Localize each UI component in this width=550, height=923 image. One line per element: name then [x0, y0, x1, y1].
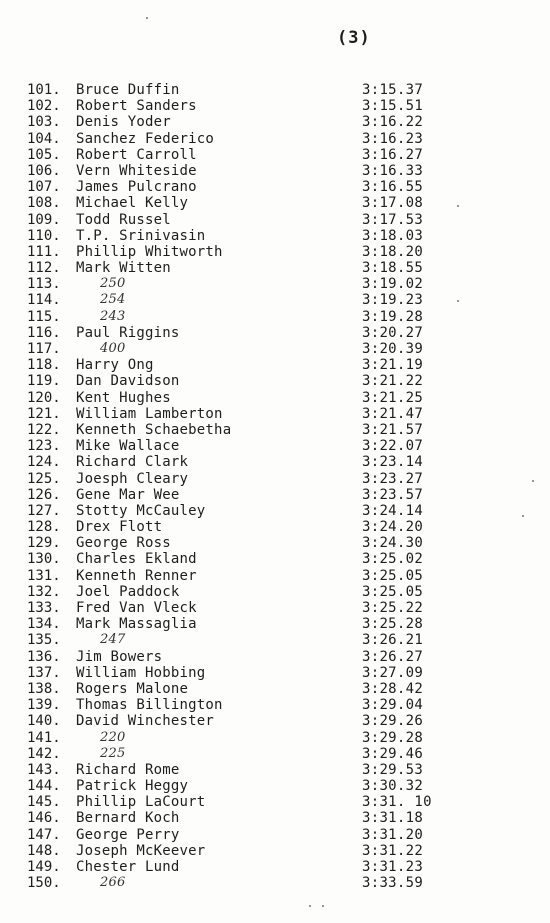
runner-name: William Hobbing [76, 664, 206, 681]
result-row [0, 632, 550, 648]
finish-time: 3:18.03 [362, 227, 424, 244]
runner-name: Thomas Billington [76, 697, 223, 714]
handwritten-bib-number: 400 [100, 341, 126, 356]
finish-place: 121. [27, 405, 61, 422]
finish-time: 3:16.23 [362, 130, 424, 147]
finish-place: 140. [27, 713, 61, 730]
finish-time: 3:31. 10 [362, 794, 432, 811]
scan-speck [522, 515, 524, 517]
finish-place: 110. [27, 227, 61, 244]
finish-time: 3:17.08 [362, 195, 424, 212]
runner-name: T.P. Srinivasin [76, 227, 206, 244]
finish-place: 113. [27, 276, 61, 293]
result-row [0, 244, 550, 260]
finish-place: 111. [27, 243, 61, 260]
finish-time: 3:16.27 [362, 146, 424, 163]
runner-name: Joel Paddock [76, 583, 180, 600]
runner-name: Jim Bowers [76, 648, 163, 665]
finish-place: 108. [27, 195, 61, 212]
finish-time: 3:15.51 [362, 98, 424, 115]
finish-place: 125. [27, 470, 61, 487]
result-row [0, 260, 550, 276]
result-row [0, 341, 550, 357]
finish-time: 3:30.32 [362, 778, 424, 795]
finish-time: 3:31.20 [362, 826, 424, 843]
runner-name: Patrick Heggy [76, 778, 189, 795]
runner-name: James Pulcrano [76, 179, 197, 196]
finish-time: 3:20.27 [362, 324, 424, 341]
finish-time: 3:22.07 [362, 438, 424, 455]
finish-time: 3:23.14 [362, 454, 424, 471]
finish-place: 119. [27, 373, 61, 390]
finish-place: 101. [27, 82, 61, 98]
finish-time: 3:19.02 [362, 276, 424, 293]
finish-time: 3:24.20 [362, 519, 424, 536]
runner-name: Joseph McKeever [76, 842, 206, 859]
result-row [0, 681, 550, 697]
finish-place: 128. [27, 519, 61, 536]
finish-time: 3:25.02 [362, 551, 424, 568]
result-row [0, 827, 550, 843]
finish-place: 150. [27, 875, 61, 892]
result-row [0, 325, 550, 341]
handwritten-bib-number: 250 [100, 276, 126, 292]
result-row [0, 454, 550, 470]
finish-time: 3:26.27 [362, 648, 424, 665]
finish-place: 138. [27, 680, 61, 697]
result-row [0, 179, 550, 195]
finish-time: 3:29.28 [362, 729, 424, 746]
scan-speck [532, 480, 534, 482]
runner-name: Kenneth Schaebetha [76, 421, 232, 438]
result-row [0, 730, 550, 746]
finish-place: 134. [27, 616, 61, 633]
finish-place: 145. [27, 794, 61, 811]
runner-name: Paul Riggins [76, 324, 180, 341]
runner-name: George Ross [76, 535, 171, 552]
result-row [0, 276, 550, 292]
runner-name: Chester Lund [76, 859, 180, 875]
finish-place: 126. [27, 486, 61, 503]
finish-place: 148. [27, 842, 61, 859]
finish-place: 143. [27, 761, 61, 778]
finish-place: 133. [27, 600, 61, 616]
finish-time: 3:26.21 [362, 632, 424, 649]
finish-place: 137. [27, 664, 61, 681]
scan-speck [457, 300, 459, 302]
finish-time: 3:33.59 [362, 875, 424, 892]
finish-time: 3:18.20 [362, 243, 424, 260]
finish-time: 3:21.57 [362, 421, 424, 438]
result-row [0, 82, 550, 98]
finish-time: 3:18.55 [362, 260, 424, 277]
runner-name: Phillip LaCourt [76, 794, 206, 811]
result-row [0, 422, 550, 438]
results-list [0, 82, 550, 891]
result-row [0, 147, 550, 163]
runner-name: Richard Clark [76, 454, 189, 471]
runner-name: Richard Rome [76, 761, 180, 778]
result-row [0, 487, 550, 503]
finish-place: 142. [27, 745, 61, 762]
handwritten-bib-number: 243 [100, 308, 126, 324]
finish-place: 146. [27, 810, 61, 827]
result-row [0, 762, 550, 778]
result-row [0, 228, 550, 244]
finish-time: 3:23.57 [362, 486, 424, 503]
runner-name: Charles Ekland [76, 551, 197, 568]
result-row [0, 98, 550, 114]
finish-time: 3:16.55 [362, 179, 424, 196]
finish-place: 104. [27, 130, 61, 147]
finish-place: 120. [27, 389, 61, 406]
result-row [0, 406, 550, 422]
finish-time: 3:16.22 [362, 114, 424, 131]
finish-time: 3:16.33 [362, 162, 424, 179]
result-row [0, 373, 550, 389]
result-row [0, 438, 550, 454]
finish-place: 136. [27, 648, 61, 665]
finish-place: 115. [27, 308, 61, 325]
runner-name: Kent Hughes [76, 389, 171, 406]
result-row [0, 697, 550, 713]
result-row [0, 810, 550, 826]
runner-name: Dan Davidson [76, 373, 180, 390]
result-row [0, 778, 550, 794]
finish-time: 3:29.04 [362, 697, 424, 714]
finish-time: 3:21.47 [362, 405, 424, 422]
finish-time: 3:19.23 [362, 292, 424, 309]
finish-time: 3:25.05 [362, 583, 424, 600]
finish-time: 3:25.28 [362, 616, 424, 633]
finish-place: 105. [27, 146, 61, 163]
finish-time: 3:17.53 [362, 211, 424, 228]
finish-time: 3:19.28 [362, 308, 424, 325]
scan-speck [322, 905, 324, 907]
result-row [0, 875, 550, 891]
runner-name: Kenneth Renner [76, 567, 197, 584]
result-row [0, 503, 550, 519]
runner-name: Mike Wallace [76, 438, 180, 455]
finish-place: 112. [27, 260, 61, 277]
runner-name: Gene Mar Wee [76, 486, 180, 503]
finish-place: 109. [27, 211, 61, 228]
runner-name: Vern Whiteside [76, 162, 197, 179]
finish-place: 149. [27, 859, 61, 875]
runner-name: Bruce Duffin [76, 82, 180, 98]
finish-place: 131. [27, 567, 61, 584]
scan-speck [146, 17, 148, 19]
result-row [0, 746, 550, 762]
runner-name: Robert Carroll [76, 146, 197, 163]
finish-place: 127. [27, 502, 61, 519]
finish-time: 3:31.18 [362, 810, 424, 827]
runner-name: Mark Massaglia [76, 616, 197, 633]
runner-name: Rogers Malone [76, 680, 189, 697]
finish-place: 132. [27, 583, 61, 600]
finish-place: 118. [27, 357, 61, 374]
result-row [0, 357, 550, 373]
runner-name: Michael Kelly [76, 195, 189, 212]
handwritten-bib-number: 225 [100, 745, 126, 761]
finish-place: 102. [27, 98, 61, 115]
result-row [0, 535, 550, 551]
finish-time: 3:31.22 [362, 842, 424, 859]
result-row [0, 212, 550, 228]
finish-place: 117. [27, 341, 61, 357]
runner-name: David Winchester [76, 713, 215, 730]
runner-name: Phillip Whitworth [76, 243, 223, 260]
finish-time: 3:21.25 [362, 389, 424, 406]
handwritten-bib-number: 220 [100, 729, 126, 745]
runner-name: Denis Yoder [76, 114, 171, 131]
result-row [0, 309, 550, 325]
runner-name: Robert Sanders [76, 98, 197, 115]
finish-place: 147. [27, 826, 61, 843]
result-row [0, 551, 550, 567]
runner-name: Harry Ong [76, 357, 154, 374]
result-row [0, 649, 550, 665]
finish-place: 106. [27, 162, 61, 179]
runner-name: Fred Van Vleck [76, 600, 197, 616]
result-row [0, 843, 550, 859]
result-row [0, 292, 550, 308]
finish-place: 129. [27, 535, 61, 552]
page-number: (3) [337, 28, 371, 48]
finish-time: 3:25.22 [362, 600, 424, 616]
finish-place: 124. [27, 454, 61, 471]
finish-place: 103. [27, 114, 61, 131]
finish-place: 122. [27, 421, 61, 438]
finish-time: 3:23.27 [362, 470, 424, 487]
finish-time: 3:29.26 [362, 713, 424, 730]
finish-time: 3:28.42 [362, 680, 424, 697]
handwritten-bib-number: 266 [100, 875, 126, 891]
finish-place: 139. [27, 697, 61, 714]
finish-place: 144. [27, 778, 61, 795]
finish-time: 3:27.09 [362, 664, 424, 681]
result-row [0, 519, 550, 535]
scan-speck [309, 905, 311, 907]
result-row [0, 390, 550, 406]
runner-name: Drex Flott [76, 519, 163, 536]
runner-name: Stotty McCauley [76, 502, 206, 519]
result-row [0, 584, 550, 600]
result-row [0, 665, 550, 681]
result-row [0, 859, 550, 875]
finish-place: 107. [27, 179, 61, 196]
runner-name: Sanchez Federico [76, 130, 215, 147]
result-row [0, 195, 550, 211]
scan-speck [457, 205, 459, 207]
result-row [0, 600, 550, 616]
result-row [0, 713, 550, 729]
result-row [0, 794, 550, 810]
runner-name: Joesph Cleary [76, 470, 189, 487]
result-row [0, 471, 550, 487]
result-row [0, 114, 550, 130]
runner-name: Mark Witten [76, 260, 171, 277]
result-row [0, 163, 550, 179]
runner-name: Todd Russel [76, 211, 171, 228]
result-row [0, 131, 550, 147]
finish-time: 3:24.14 [362, 502, 424, 519]
finish-place: 114. [27, 292, 61, 309]
finish-time: 3:21.22 [362, 373, 424, 390]
result-row [0, 568, 550, 584]
finish-place: 116. [27, 324, 61, 341]
finish-time: 3:24.30 [362, 535, 424, 552]
finish-place: 135. [27, 632, 61, 649]
finish-time: 3:31.23 [362, 859, 424, 875]
handwritten-bib-number: 254 [100, 292, 126, 308]
finish-place: 141. [27, 729, 61, 746]
runner-name: George Perry [76, 826, 180, 843]
finish-place: 123. [27, 438, 61, 455]
handwritten-bib-number: 247 [100, 632, 126, 648]
finish-time: 3:21.19 [362, 357, 424, 374]
finish-time: 3:15.37 [362, 82, 424, 98]
finish-time: 3:20.39 [362, 341, 424, 357]
result-row [0, 616, 550, 632]
finish-time: 3:25.05 [362, 567, 424, 584]
runner-name: William Lamberton [76, 405, 223, 422]
finish-time: 3:29.53 [362, 761, 424, 778]
finish-place: 130. [27, 551, 61, 568]
runner-name: Bernard Koch [76, 810, 180, 827]
finish-time: 3:29.46 [362, 745, 424, 762]
